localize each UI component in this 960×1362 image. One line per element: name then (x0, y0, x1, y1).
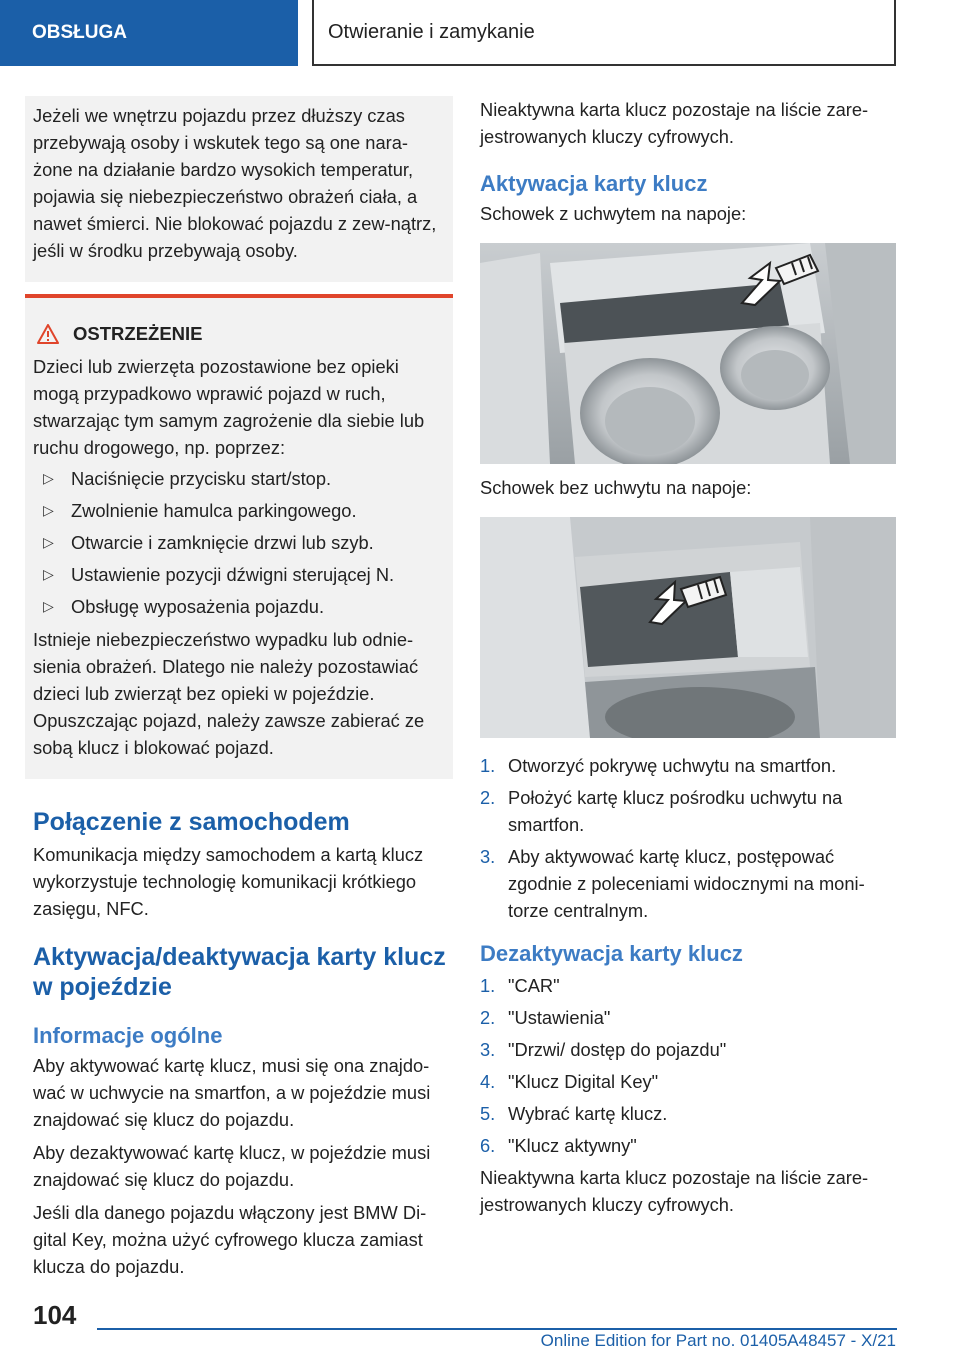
deactivation-steps (480, 972, 896, 1159)
section-tab (0, 0, 298, 66)
list-item: ▷ Naciśnięcie przycisku start/stop. (33, 465, 447, 492)
warning-heading: OSTRZEŻENIE (73, 323, 203, 344)
list-item: ▷ Obsługę wyposażenia pojazdu. (33, 593, 447, 620)
warning-header (33, 320, 447, 347)
chapter-title: Otwieranie i zamykanie (328, 20, 535, 43)
paragraph-bottom: Nieaktywna karta klucz pozostaje na liście zare-jestrowanych kluczy cyfrowych. (480, 1167, 869, 1215)
list-item: 2. Położyć kartę klucz pośrodku uchwytu na smartfon. (480, 787, 843, 835)
list-item: ▷ Otwarcie i zamknięcie drzwi lub szyb. (33, 529, 447, 556)
list-item: 4. "Klucz Digital Key" (480, 1071, 659, 1092)
list-item: 1. "CAR" (480, 975, 560, 996)
warning-intro: Dzieci lub zwierzęta pozostawione bez opieki mogą przypadkowo wprawić pojazd w ruch, stwarzając tym samym zagrożenie dla siebie lub ruchu drogowego, np. poprzez: (33, 356, 425, 458)
triangle-bullet-icon: ▷ (43, 470, 54, 486)
console-with-cupholder-image (480, 243, 896, 464)
caption-without-cupholder: Schowek bez uchwytu na napoje: (480, 477, 752, 498)
page-number: 104 (33, 1300, 77, 1330)
list-item: 1. Otworzyć pokrywę uchwytu na smartfon. (480, 755, 837, 776)
left-column (33, 96, 447, 1280)
section-label: OBSŁUGA (32, 22, 127, 43)
caption-with-cupholder: Schowek z uchwytem na napoje: (480, 203, 747, 224)
list-item: 5. Wybrać kartę klucz. (480, 1103, 668, 1124)
paragraph-general-2: Aby dezaktywować kartę klucz, w pojeździe musi znajdować się klucz do pojazdu. (33, 1142, 431, 1190)
activation-steps (480, 752, 896, 924)
paragraph-top: Nieaktywna karta klucz pozostaje na liście zare-jestrowanych kluczy cyfrowych. (480, 99, 869, 147)
warning-icon (37, 324, 59, 344)
paragraph-general-3: Jeśli dla danego pojazdu włączony jest BMW Di-gital Key, można użyć cyfrowego klucza zamiast klucza do pojazdu. (33, 1202, 427, 1277)
paragraph-connection: Komunikacja między samochodem a kartą klucz wykorzystuje technologię komunikacji krótkiego zasięgu, NFC. (33, 844, 424, 919)
paragraph-general-1: Aby aktywować kartę klucz, musi się ona znajdo-wać w uchwycie na smartfon, a w pojeździe musi znajdować się klucz do pojazdu. (33, 1055, 431, 1130)
footer-divider (97, 1328, 897, 1330)
heading-connection: Połączenie z samochodem (33, 808, 350, 836)
edition-text: Online Edition for Part no. 01405A48457 - X/21 (540, 1331, 896, 1350)
list-item: ▷ Ustawienie pozycji dźwigni sterującej N. (33, 561, 447, 588)
heading-deactivate-card: Dezaktywacja karty klucz (480, 941, 743, 966)
note-box (25, 96, 453, 282)
triangle-bullet-icon: ▷ (43, 502, 54, 518)
list-item: 6. "Klucz aktywny" (480, 1135, 637, 1156)
triangle-bullet-icon: ▷ (43, 566, 54, 582)
console-without-cupholder-image (480, 517, 896, 738)
warning-outro: Istnieje niebezpieczeństwo wypadku lub odnie-sienia obrażeń. Dlatego nie należy pozostawiać dzieci lub zwierząt bez opieki w pojeździe. Opuszczając pojazd, należy zawsze zabierać ze sobą klucz i blokować pojazd. (33, 629, 425, 758)
heading-activation: Aktywacja/deaktywacja karty klucz w pojeździe (33, 943, 446, 1001)
warning-list (33, 465, 447, 620)
list-item: 2. "Ustawienia" (480, 1007, 611, 1028)
note-text: Jeżeli we wnętrzu pojazdu przez dłuższy czas przebywają osoby i wskutek tego są one nara-żone na działanie bardzo wysokich temperatur, pojawia się niebezpieczeństwo obrażeń ciała, a nawet śmierci. Nie blokować pojazdu z zew-nątrz, jeśli w środku przebywają osoby. (33, 105, 437, 261)
triangle-bullet-icon: ▷ (43, 534, 54, 550)
right-column (480, 96, 896, 1218)
triangle-bullet-icon: ▷ (43, 598, 54, 614)
warning-box (25, 294, 453, 779)
chapter-title-box (312, 0, 896, 66)
heading-general: Informacje ogólne (33, 1023, 223, 1048)
heading-activate-card: Aktywacja karty klucz (480, 171, 708, 196)
list-item: ▷ Zwolnienie hamulca parkingowego. (33, 497, 447, 524)
list-item: 3. "Drzwi/ dostęp do pojazdu" (480, 1039, 727, 1060)
list-item: 3. Aby aktywować kartę klucz, postępować zgodnie z poleceniami widocznymi na moni-torze centralnym. (480, 846, 865, 921)
